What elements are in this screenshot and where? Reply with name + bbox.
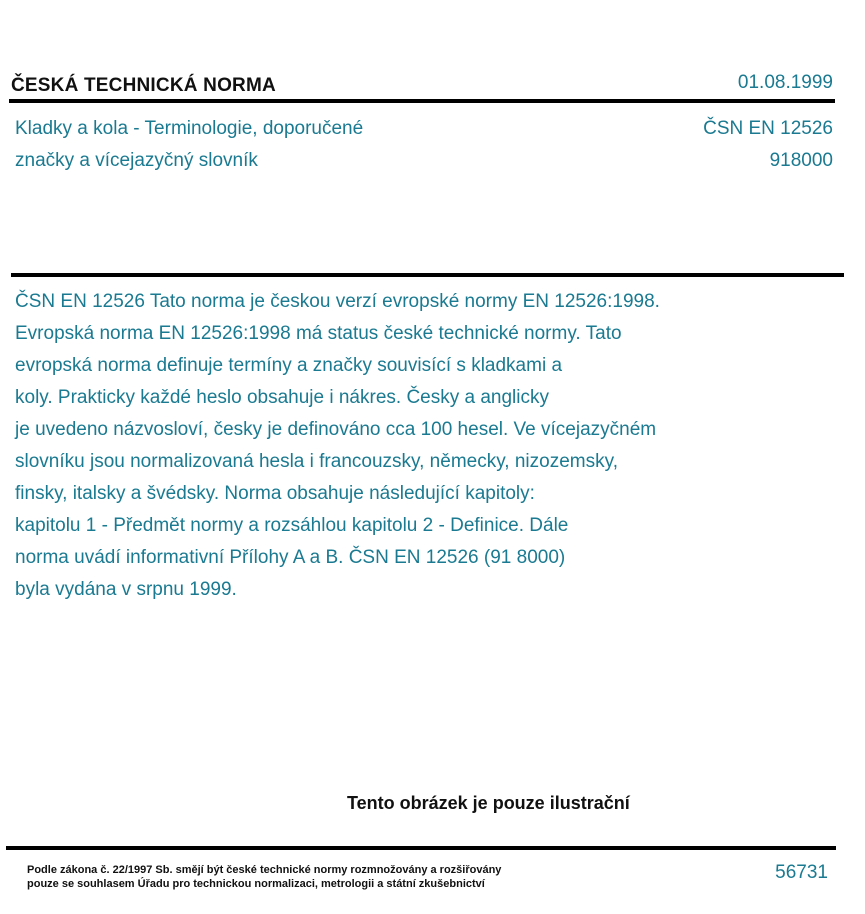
document-number: 56731 [775, 862, 828, 883]
norm-code: ČSN EN 12526 [703, 118, 833, 139]
header-divider [9, 99, 835, 103]
footer-divider [6, 846, 836, 850]
legal-notice-line-2: pouze se souhlasem Úřadu pro technickou normalizaci, metrologii a státní zkušebnictví [27, 878, 485, 890]
description-line: Evropská norma EN 12526:1998 má status české technické normy. Tato [15, 323, 622, 344]
norm-title-line-2: značky a vícejazyčný slovník [15, 150, 258, 171]
norm-class-number: 918000 [769, 150, 833, 171]
description-line: evropská norma definuje termíny a značky souvisící s kladkami a [15, 355, 563, 376]
description-line: koly. Prakticky každé heslo obsahuje i nákres. Česky a anglicky [15, 387, 550, 408]
description-line: je uvedeno názvosloví, česky je definováno cca 100 hesel. Ve vícejazyčném [15, 419, 657, 440]
section-divider [11, 273, 844, 277]
description-line: byla vydána v srpnu 1999. [15, 579, 237, 600]
illustration-note: Tento obrázek je pouze ilustrační [347, 793, 630, 813]
description-line: slovníku jsou normalizovaná hesla i francouzsky, německy, nizozemsky, [15, 451, 618, 472]
document-header-title: ČESKÁ TECHNICKÁ NORMA [11, 75, 276, 96]
description-line: ČSN EN 12526 Tato norma je českou verzí evropské normy EN 12526:1998. [15, 291, 660, 312]
norm-title-line-1: Kladky a kola - Terminologie, doporučené [15, 118, 364, 139]
description-line: finsky, italsky a švédsky. Norma obsahuje následující kapitoly: [15, 483, 535, 504]
description-line: norma uvádí informativní Přílohy A a B. ČSN EN 12526 (91 8000) [15, 547, 566, 568]
issue-date: 01.08.1999 [737, 72, 833, 93]
description-line: kapitolu 1 - Předmět normy a rozsáhlou kapitolu 2 - Definice. Dále [15, 515, 569, 536]
legal-notice-line-1: Podle zákona č. 22/1997 Sb. smějí být české technické normy rozmnožovány a rozšiřovány [27, 864, 502, 876]
